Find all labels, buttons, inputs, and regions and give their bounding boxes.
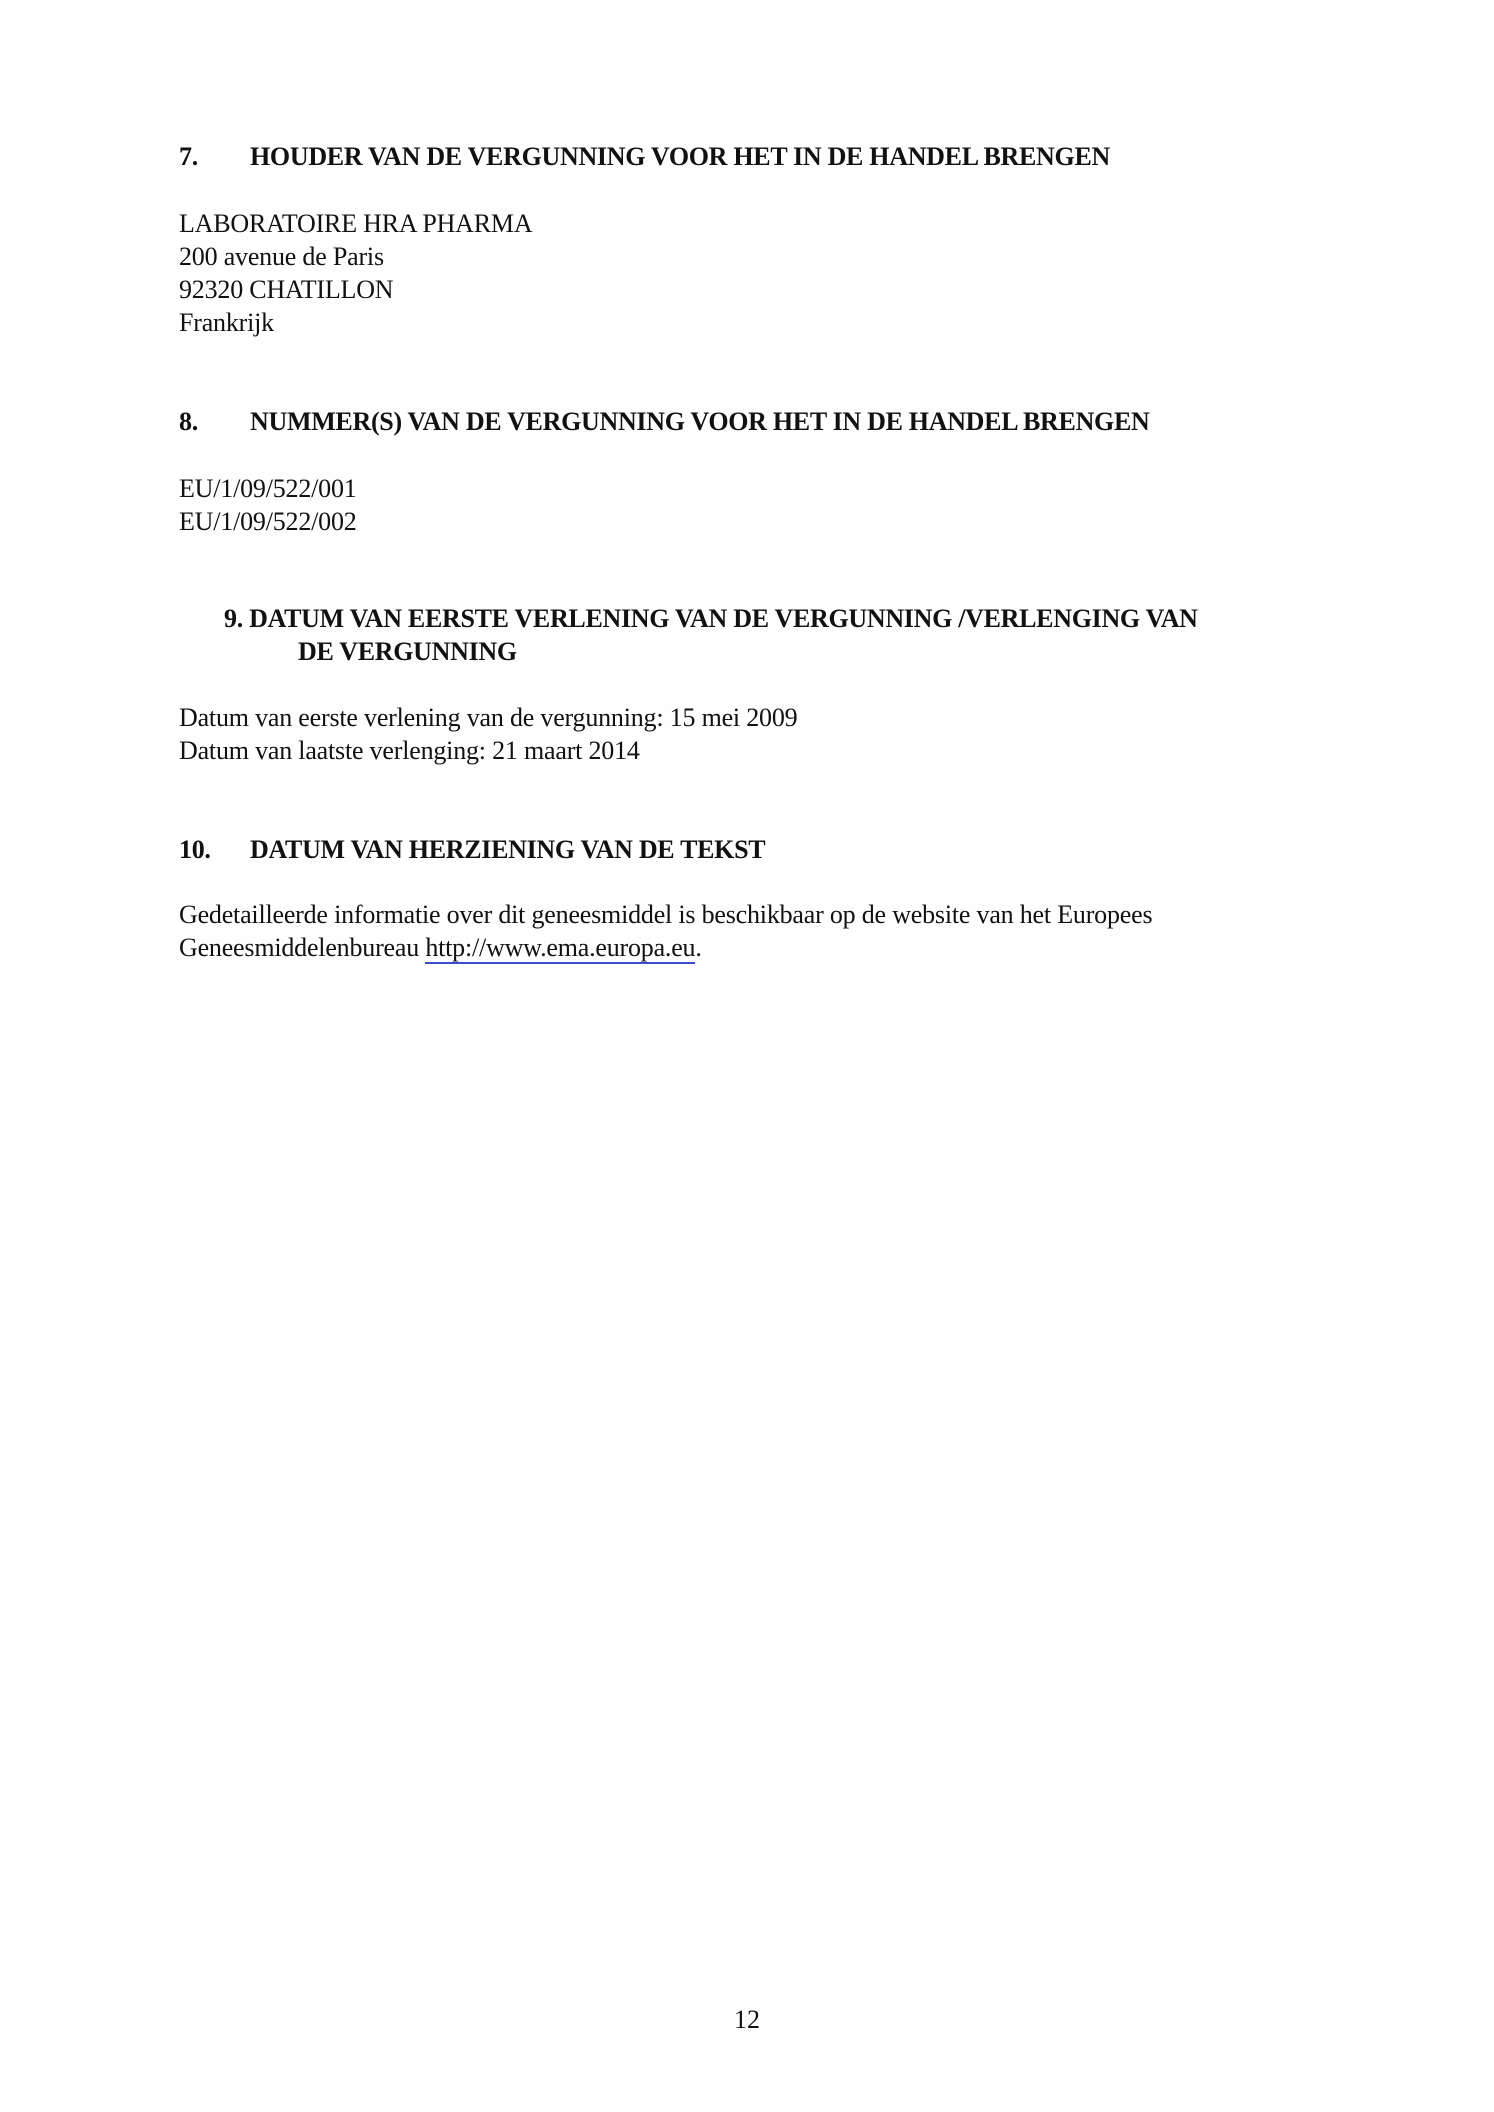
authorisation-number: EU/1/09/522/002 xyxy=(179,507,357,536)
authorisation-numbers xyxy=(179,472,357,538)
revision-text-suffix: . xyxy=(695,933,702,962)
section-8-heading xyxy=(179,405,1329,438)
section-title-line-1: DATUM VAN EERSTE VERLENING VAN DE VERGUNNING /VERLENGING VAN xyxy=(249,604,1198,633)
revision-text-line-1: Gedetailleerde informatie over dit geneesmiddel is beschikbaar op de website van het Europees xyxy=(179,900,1153,929)
revision-info xyxy=(179,898,1152,964)
revision-text-prefix: Geneesmiddelenbureau xyxy=(179,933,426,962)
section-9-heading xyxy=(224,602,1198,668)
section-7-heading xyxy=(179,140,1329,173)
section-number: 9. xyxy=(224,604,243,633)
holder-name: LABORATOIRE HRA PHARMA xyxy=(179,209,533,238)
revision-text-line-2 xyxy=(179,931,1152,964)
section-number: 8. xyxy=(179,407,198,436)
section-title: NUMMER(S) VAN DE VERGUNNING VOOR HET IN DE HANDEL BRENGEN xyxy=(250,407,1150,436)
section-title: DATUM VAN HERZIENING VAN DE TEKST xyxy=(250,835,766,864)
first-authorisation-date: Datum van eerste verlening van de vergunning: 15 mei 2009 xyxy=(179,703,798,732)
marketing-authorisation-holder xyxy=(179,207,532,339)
authorisation-number: EU/1/09/522/001 xyxy=(179,474,357,503)
ema-website-link[interactable]: http://www.ema.europa.eu xyxy=(425,933,696,962)
page-number: 12 xyxy=(734,2005,760,2034)
authorisation-dates xyxy=(179,701,797,767)
section-10-heading xyxy=(179,833,1329,866)
section-title: HOUDER VAN DE VERGUNNING VOOR HET IN DE HANDEL BRENGEN xyxy=(250,142,1110,171)
holder-street: 200 avenue de Paris xyxy=(179,242,384,271)
latest-renewal-date: Datum van laatste verlenging: 21 maart 2014 xyxy=(179,736,640,765)
section-number: 7. xyxy=(179,142,198,171)
section-title-line-2: DE VERGUNNING xyxy=(298,637,517,666)
holder-city: 92320 CHATILLON xyxy=(179,275,394,304)
holder-country: Frankrijk xyxy=(179,308,274,337)
section-number: 10. xyxy=(179,835,211,864)
